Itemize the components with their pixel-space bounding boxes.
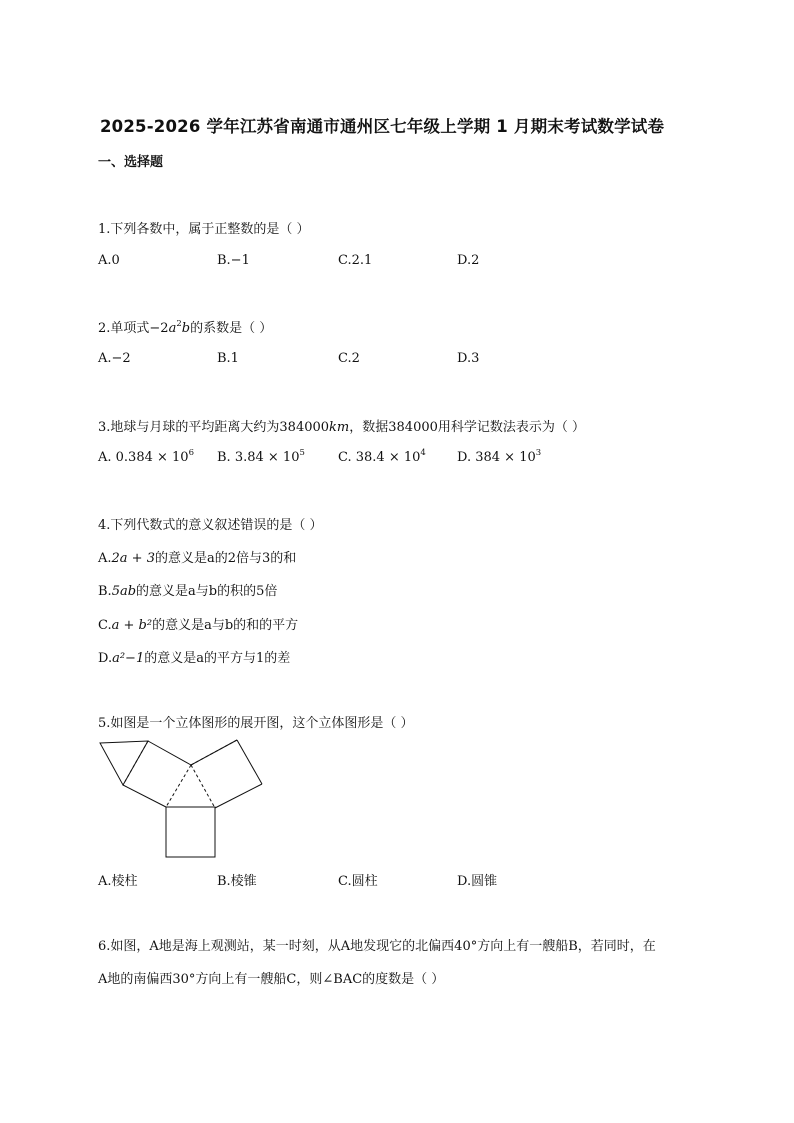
net-diagram	[96, 738, 276, 862]
question-1-option-b: B.−1	[217, 253, 250, 268]
fold-line-2	[166, 765, 191, 807]
q3-option-d-exponent: 3	[535, 448, 542, 458]
question-2-option-c: C.2	[338, 351, 360, 366]
q3-option-a-exponent: 6	[188, 448, 194, 458]
question-5-option-a: A.棱柱	[98, 874, 138, 889]
q4-option-d-text: 的意义是a的平方与1的差	[144, 651, 291, 666]
q3-stem-suffix: ，数据384000用科学记数法表示为（ ）	[349, 420, 586, 435]
question-2-option-a: A.−2	[98, 351, 131, 366]
question-5-option-c: C.圆柱	[338, 874, 378, 889]
q2-expr-sign: −2	[149, 321, 169, 336]
question-3-option-d	[457, 450, 541, 465]
q3-option-c-base: C. 38.4 × 10	[338, 450, 421, 465]
q3-stem-prefix: 3.地球与月球的平均距离大约为384000	[98, 420, 330, 435]
question-3-option-a	[98, 450, 194, 465]
question-6-stem-line-1: 6.如图，A地是海上观测站，某一时刻，从A地发现它的北偏西40°方向上有一艘船B，若同时，在	[98, 939, 656, 954]
question-2-stem	[98, 317, 272, 336]
q4-option-d-letter: D.	[98, 651, 113, 666]
q3-option-b-base: B. 3.84 × 10	[217, 450, 300, 465]
right-face-bottom-edge	[215, 784, 262, 808]
question-3-stem	[98, 416, 585, 435]
question-5-option-d: D.圆锥	[457, 874, 498, 889]
right-face-right-edge	[237, 740, 262, 784]
q3-unit: km	[329, 420, 350, 435]
question-2-option-b: B.1	[217, 351, 239, 366]
question-4-option-d	[98, 647, 290, 666]
q2-expr-exponent: 2	[176, 319, 182, 329]
q3-option-c-exponent: 4	[420, 448, 426, 458]
q4-option-a-letter: A.	[98, 551, 112, 566]
question-4-option-a	[98, 547, 296, 566]
q4-option-b-text: 的意义是a与b的积的5倍	[136, 584, 278, 599]
question-2-option-d: D.3	[457, 351, 480, 366]
q2-stem-prefix: 2.单项式	[98, 321, 150, 336]
question-1-option-c: C.2.1	[338, 253, 373, 268]
left-triangle-face	[100, 741, 148, 785]
q4-option-d-expr: a²−1	[112, 651, 145, 666]
q3-option-d-base: D. 384 × 10	[457, 450, 536, 465]
q4-option-b-expr: 5ab	[111, 584, 137, 599]
page-title: 2025-2026 学年江苏省南通市通州区七年级上学期 1 月期末考试数学试卷	[100, 117, 665, 136]
question-3-option-c	[338, 450, 426, 465]
q4-option-a-expr: 2a + 3	[111, 551, 155, 566]
question-1-option-a: A.0	[98, 253, 120, 268]
fold-line-3	[191, 765, 215, 808]
q3-option-b-exponent: 5	[299, 448, 305, 458]
q3-option-a-base: A. 0.384 × 10	[98, 450, 189, 465]
q4-option-c-letter: C.	[98, 618, 112, 633]
question-1-option-d: D.2	[457, 253, 480, 268]
question-6-stem-line-2: A地的南偏西30°方向上有一艘船C，则∠BAC的度数是（ ）	[98, 972, 445, 987]
question-3-option-b	[217, 450, 305, 465]
q4-option-c-text: 的意义是a与b的和的平方	[152, 618, 299, 633]
q2-expr-a: a	[168, 321, 177, 336]
q4-option-b-letter: B.	[98, 584, 112, 599]
question-4-option-c	[98, 614, 298, 633]
q4-option-c-expr: a + b²	[111, 618, 153, 633]
q2-expr-b: b	[181, 321, 191, 336]
question-1-stem: 1.下列各数中，属于正整数的是（ ）	[98, 222, 310, 237]
question-4-stem: 4.下列代数式的意义叙述错误的是（ ）	[98, 518, 323, 533]
section-heading: 一、选择题	[98, 155, 164, 170]
left-face-bottom-edge	[123, 785, 166, 807]
question-4-option-b	[98, 580, 277, 599]
bottom-square-face	[166, 807, 215, 857]
question-5-option-b: B.棱锥	[217, 874, 257, 889]
question-5-stem: 5.如图是一个立体图形的展开图，这个立体图形是（ ）	[98, 716, 414, 731]
left-face-top-edge	[148, 741, 191, 765]
q4-option-a-text: 的意义是a的2倍与3的和	[154, 551, 297, 566]
q2-stem-suffix: 的系数是（ ）	[190, 321, 273, 336]
